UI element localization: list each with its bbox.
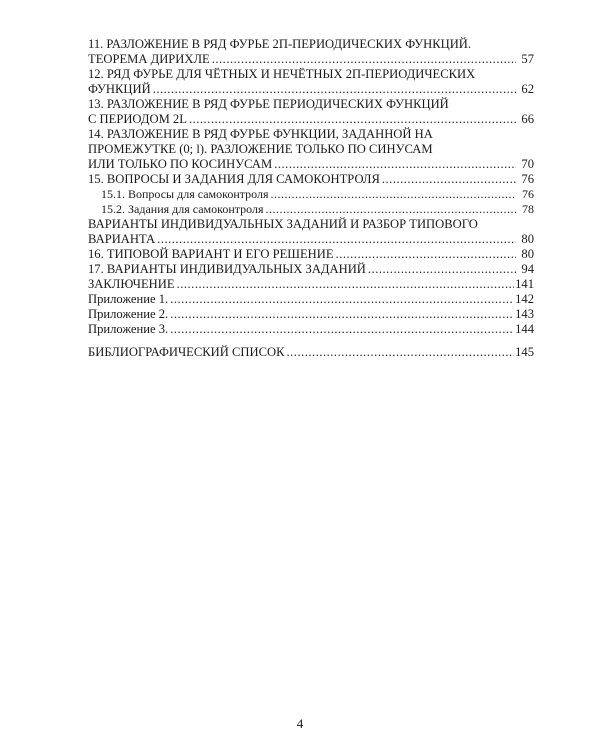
toc-entry bbox=[88, 292, 534, 307]
toc-entry bbox=[88, 97, 534, 127]
toc-page-number: 62 bbox=[521, 82, 534, 96]
dot-leader bbox=[212, 52, 516, 67]
dot-leader bbox=[170, 292, 514, 307]
toc-entry-last-line bbox=[88, 292, 534, 307]
toc-entry bbox=[88, 67, 534, 97]
dot-leader bbox=[266, 202, 516, 217]
toc-page-number: 145 bbox=[515, 345, 534, 359]
toc-page-number: 76 bbox=[521, 172, 534, 186]
toc-entry bbox=[88, 247, 534, 262]
toc-page-number: 80 bbox=[521, 232, 534, 246]
toc-page-number: 66 bbox=[521, 112, 534, 126]
toc-entry-title-line: ИЛИ ТОЛЬКО ПО КОСИНУСАМ bbox=[88, 157, 273, 171]
dot-leader bbox=[157, 232, 516, 247]
dot-leader bbox=[271, 187, 516, 202]
toc-entry-title-line: 15.1. Вопросы для самоконтроля bbox=[101, 187, 269, 201]
dot-leader bbox=[177, 277, 515, 292]
toc-entry-title-line: 11. РАЗЛОЖЕНИЕ В РЯД ФУРЬЕ 2П-ПЕРИОДИЧЕСКИХ ФУНКЦИЙ. bbox=[88, 37, 472, 51]
toc-entry-title-line: ВАРИАНТЫ ИНДИВИДУАЛЬНЫХ ЗАДАНИЙ И РАЗБОР ТИПОВОГО bbox=[88, 217, 478, 231]
toc-entry bbox=[88, 172, 534, 187]
toc-entry bbox=[88, 217, 534, 247]
toc-entry-title-line: ВАРИАНТА bbox=[88, 232, 156, 246]
toc-entry bbox=[88, 262, 534, 277]
dot-leader bbox=[287, 345, 515, 360]
toc-page-number: 142 bbox=[515, 292, 534, 306]
toc-entry-last-line bbox=[88, 52, 534, 67]
toc-entry-last-line bbox=[88, 322, 534, 337]
toc-page-number: 143 bbox=[515, 307, 534, 321]
dot-leader bbox=[189, 112, 516, 127]
dot-leader bbox=[170, 307, 514, 322]
toc-page-number: 76 bbox=[522, 187, 534, 201]
toc-page-number: 141 bbox=[515, 277, 534, 291]
toc-entry bbox=[88, 322, 534, 337]
page-number: 4 bbox=[296, 716, 304, 731]
toc-entry-title-line: 15. ВОПРОСЫ И ЗАДАНИЯ ДЛЯ САМОКОНТРОЛЯ bbox=[88, 172, 380, 186]
toc-entry-title-line: 13. РАЗЛОЖЕНИЕ В РЯД ФУРЬЕ ПЕРИОДИЧЕСКИХ ФУНКЦИЙ bbox=[88, 97, 449, 111]
toc-entry bbox=[88, 345, 534, 360]
toc-entry-title-line: 16. ТИПОВОЙ ВАРИАНТ И ЕГО РЕШЕНИЕ bbox=[88, 247, 334, 261]
toc-page-number: 57 bbox=[521, 52, 534, 66]
toc-entry-title-line: ФУНКЦИЙ bbox=[88, 82, 151, 96]
toc-entry-last-line bbox=[101, 187, 534, 202]
dot-leader bbox=[170, 322, 514, 337]
toc-entry-last-line bbox=[88, 157, 534, 172]
toc-entry-title-line: ТЕОРЕМА ДИРИХЛЕ bbox=[88, 52, 210, 66]
toc-entry-title-line: ЗАКЛЮЧЕНИЕ bbox=[88, 277, 175, 291]
toc-entry bbox=[88, 127, 534, 172]
table-of-contents bbox=[88, 37, 534, 360]
toc-entry-title-line: Приложение 1. bbox=[88, 292, 169, 306]
toc-entry-last-line bbox=[88, 172, 534, 187]
toc-entry-title-line: 17. ВАРИАНТЫ ИНДИВИДУАЛЬНЫХ ЗАДАНИЙ bbox=[88, 262, 366, 276]
dot-leader bbox=[368, 262, 516, 277]
dot-leader bbox=[153, 82, 516, 97]
toc-page-number: 94 bbox=[521, 262, 534, 276]
toc-entry-last-line bbox=[88, 82, 534, 97]
toc-entry-title-line: ПРОМЕЖУТКЕ (0; l). РАЗЛОЖЕНИЕ ТОЛЬКО ПО СИНУСАМ bbox=[88, 142, 433, 156]
toc-entry-last-line bbox=[88, 345, 534, 360]
toc-entry-title-line: БИБЛИОГРАФИЧЕСКИЙ СПИСОК bbox=[88, 345, 285, 359]
toc-entry-last-line bbox=[88, 277, 534, 292]
toc-entry-last-line bbox=[88, 232, 534, 247]
dot-leader bbox=[274, 157, 516, 172]
toc-page-number: 144 bbox=[515, 322, 534, 336]
toc-entry-last-line bbox=[88, 307, 534, 322]
toc-entry-title-line: С ПЕРИОДОМ 2L bbox=[88, 112, 187, 126]
toc-page-number: 80 bbox=[521, 247, 534, 261]
toc-entry-last-line bbox=[101, 202, 534, 217]
toc-entry bbox=[88, 277, 534, 292]
toc-entry-last-line bbox=[88, 247, 534, 262]
dot-leader bbox=[336, 247, 516, 262]
toc-entry bbox=[88, 187, 534, 202]
toc-entry-title-line: Приложение 2. bbox=[88, 307, 169, 321]
toc-page-number: 70 bbox=[521, 157, 534, 171]
toc-entry-last-line bbox=[88, 112, 534, 127]
dot-leader bbox=[382, 172, 516, 187]
toc-entry-title-line: 15.2. Задания для самоконтроля bbox=[101, 202, 264, 216]
toc-page-number: 78 bbox=[522, 202, 534, 216]
toc-entry-last-line bbox=[88, 262, 534, 277]
toc-entry-title-line: 12. РЯД ФУРЬЕ ДЛЯ ЧЁТНЫХ И НЕЧЁТНЫХ 2П-ПЕРИОДИЧЕСКИХ bbox=[88, 67, 476, 81]
toc-entry-title-line: Приложение 3. bbox=[88, 322, 169, 336]
toc-entry bbox=[88, 202, 534, 217]
toc-entry bbox=[88, 37, 534, 67]
toc-entry-title-line: 14. РАЗЛОЖЕНИЕ В РЯД ФУРЬЕ ФУНКЦИИ, ЗАДАННОЙ НА bbox=[88, 127, 433, 141]
toc-entry bbox=[88, 307, 534, 322]
